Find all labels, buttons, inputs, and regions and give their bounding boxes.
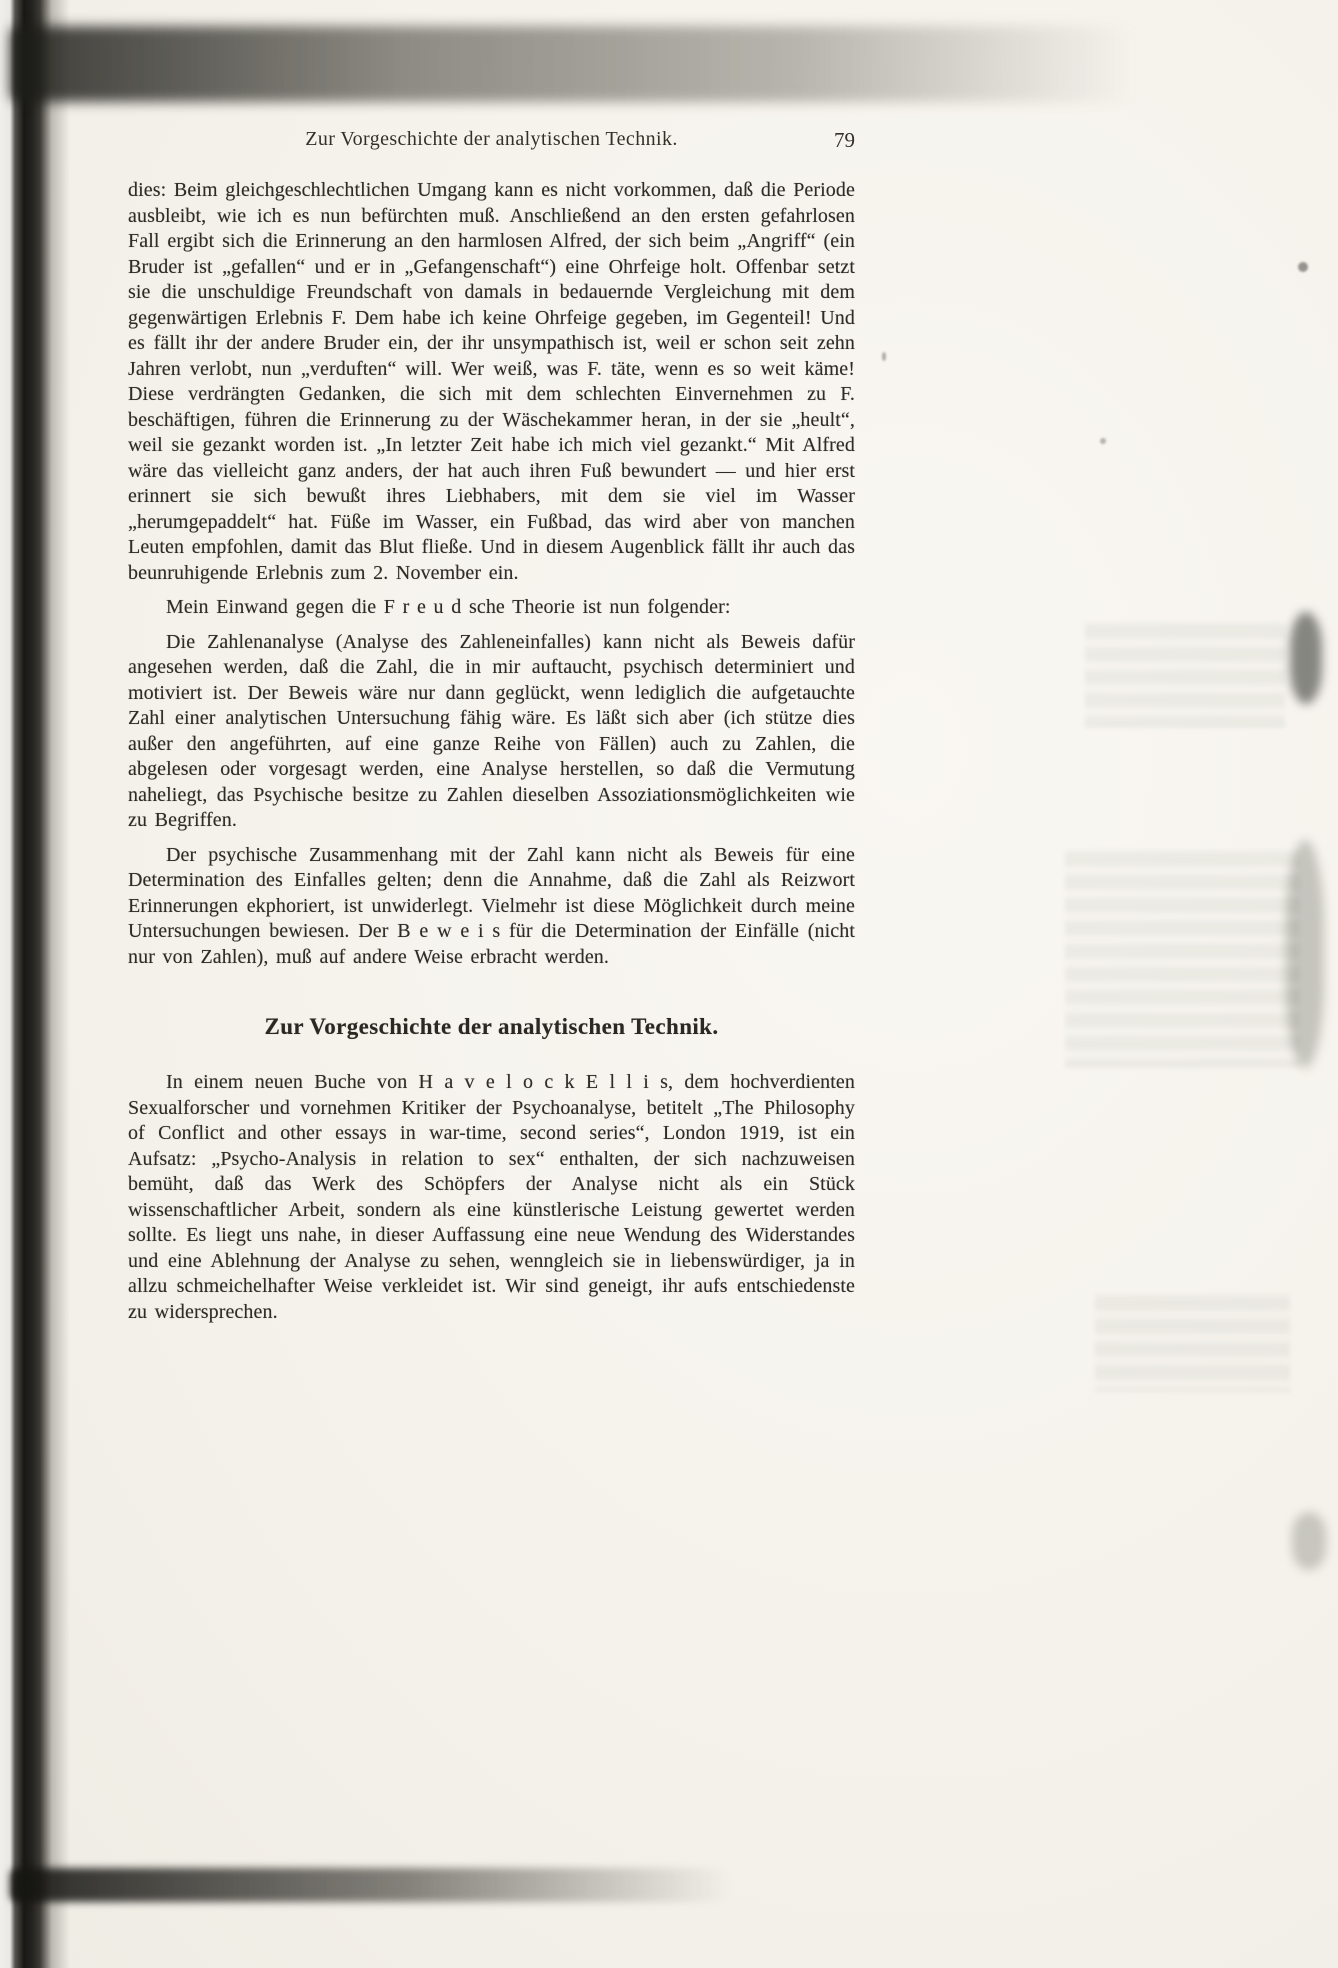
page-number: 79 (834, 128, 855, 152)
body-paragraph: Die Zahlenanalyse (Analyse des Zahleneinfalles) kann nicht als Beweis dafür angesehen werden, daß die Zahl, die in mir auftaucht, psychisch determiniert und motiviert ist. Der Beweis wäre nur dann geglückt, wenn lediglich die aufgetauchte Zahl einer analytischen Untersuchung fähig wäre. Es läßt sich aber (ich stütze dies außer den angeführten, auf eine ganze Reihe von Fällen) auch zu Zahlen, die abgelesen oder vorgesagt werden, eine Analyse herstellen, so daß die Vermutung naheliegt, das Psychische besitze zu Zahlen dieselben Assoziationsmöglichkeiten wie zu Begriffen. (128, 630, 855, 831)
scan-speck (1100, 438, 1106, 444)
scan-shadow-bottom (10, 1868, 730, 1902)
body-paragraph: Mein Einwand gegen die F r e u d sche Theorie ist nun folgender: (166, 596, 731, 618)
running-header (128, 128, 855, 156)
ink-bleed-through (1095, 1292, 1290, 1392)
page-content (128, 128, 855, 1334)
scan-speck (1298, 262, 1308, 272)
scan-smudge (1292, 1512, 1326, 1570)
body-paragraph: In einem neuen Buche von H a v e l o c k E l l i s, dem hochverdienten Sexualforscher und vornehmen Kritiker der Psychoanalyse, betitelt „The Philosophy of Conflict and other essays in war-time, second series“, London 1919, ist ein Aufsatz: „Psycho-Analysis in relation to sex“ enthalten, der sich nachzuweisen bemüht, daß das Werk des Schöpfers der Analyse nicht als ein Stück wissenschaftlicher Arbeit, sondern als eine künstlerische Leistung gewertet werden sollte. Es liegt uns nahe, in dieser Auffassung eine neue Wendung des Widerstandes und eine Ablehnung der Analyse zu sehen, wenngleich sie in liebenswürdiger, ja in allzu schmeichelhafter Weise verkleidet ist. Wir sind geneigt, ihr aufs entschiedenste zu widersprechen. (128, 1071, 855, 1323)
running-title: Zur Vorgeschichte der analytischen Technik. (305, 128, 678, 150)
ink-bleed-through (1065, 848, 1300, 1068)
ink-bleed-through (1085, 620, 1285, 728)
section-heading: Zur Vorgeschichte der analytischen Technik. (264, 1014, 719, 1039)
scan-smudge (1290, 612, 1322, 704)
body-paragraph: Der psychische Zusammenhang mit der Zahl kann nicht als Beweis für eine Determination des Einfalles gelten; denn die Annahme, daß die Zahl als Reizwort Erinnerungen ekphoriert, ist unwiderlegt. Vielmehr ist diese Möglichkeit durch meine Untersuchungen bewiesen. Der B e w e i s für die Determination der Einfälle (nicht nur von Zahlen), muß auf andere Weise erbracht werden. (128, 843, 855, 968)
body-paragraph: dies: Beim gleichgeschlechtlichen Umgang kann es nicht vorkommen, daß die Periode ausbleibt, wie ich es nun befürchten muß. Anschließend an den ersten gefahrlosen Fall ergibt sich die Erinnerung an den harmlosen Alfred, der sich beim „Angriff“ (ein Bruder ist „gefallen“ und er in „Gefangenschaft“) eine Ohrfeige holt. Offenbar setzt sie die unschuldige Freundschaft von damals in bedauernde Vergleichung mit dem gegenwärtigen Erlebnis F. Dem habe ich keine Ohrfeige gegeben, im Gegenteil! Und es fällt ihr der andere Bruder ein, der ihr unsympathisch ist, weil er schon seit zehn Jahren verlobt, nun „verduften“ will. Wer weiß, was F. täte, wenn es so weit käme! Diese verdrängten Gedanken, die sich mit dem schlechten Einvernehmen zu F. beschäftigen, führen die Erinnerung zu der Wäschekammer heran, in der sie „heult“, weil sie gezankt worden ist. „In letzter Zeit habe ich mich viel gezankt.“ Mit Alfred wäre das vielleicht ganz anders, der hat auch ihren Fuß bewundert — und hier erst erinnert sie sich bewußt ihres Liebhabers, mit dem sie viel im Wasser „herumgepaddelt“ hat. Füße im Wasser, ein Fußbad, das wird aber von manchen Leuten empfohlen, damit das Blut fließe. Und in diesem Augenblick fällt ihr auch das beunruhigende Erlebnis zum 2. November ein. (128, 179, 855, 584)
scan-edge-left (0, 0, 72, 1968)
scan-speck (882, 352, 886, 361)
scan-shadow-top (10, 26, 1135, 102)
